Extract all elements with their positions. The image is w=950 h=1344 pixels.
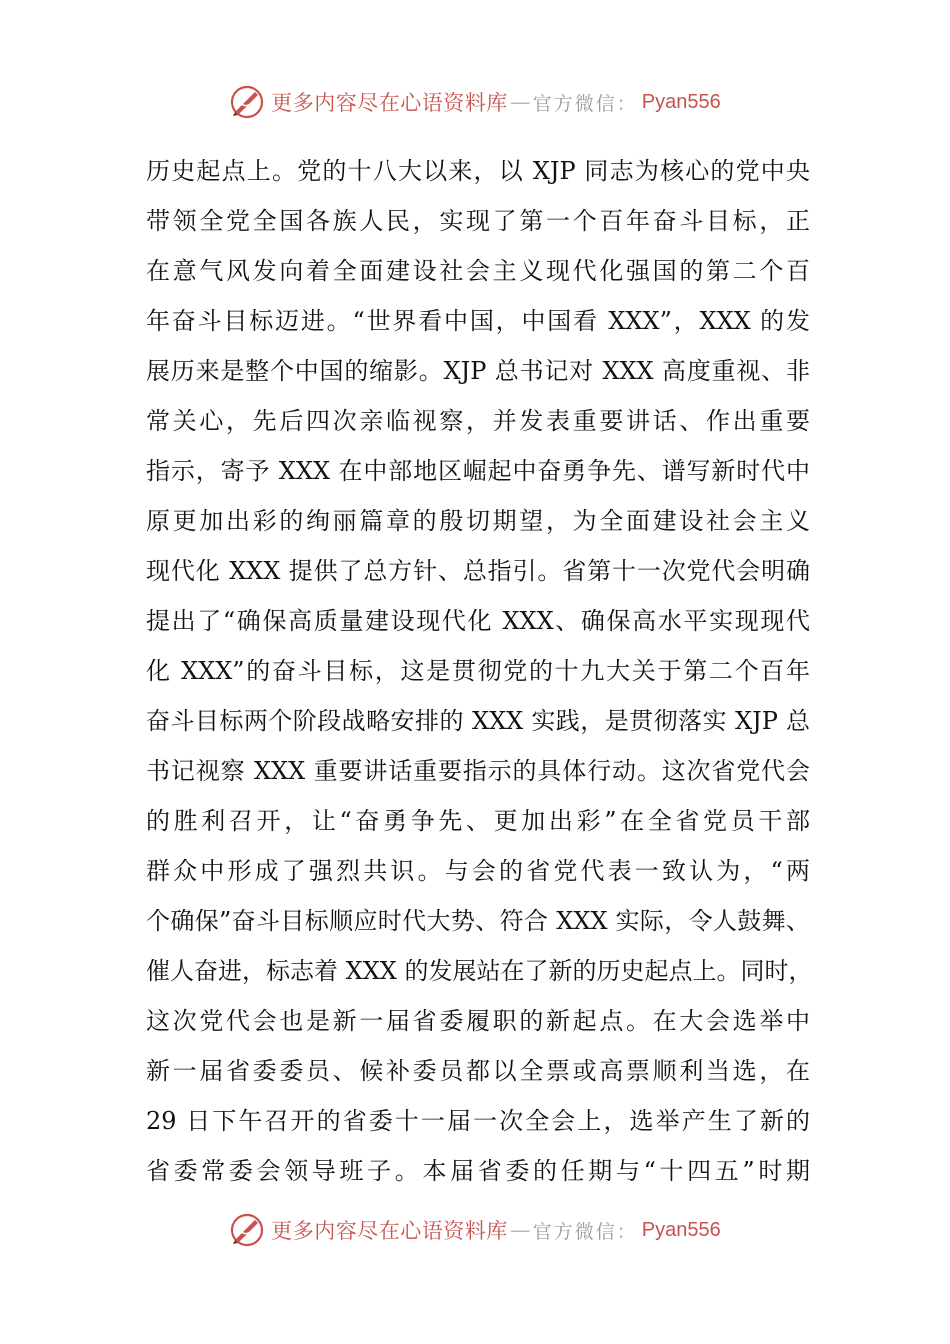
body-line: 历史起点上。党的十八大以来，以 XJP 同志为核心的党中央 xyxy=(146,157,810,185)
footer-banner xyxy=(0,1208,950,1252)
body-line: 指示，寄予 XXX 在中部地区崛起中奋勇争先、谱写新时代中 xyxy=(146,457,810,485)
footer-wechat-label: 官方微信： xyxy=(532,1220,638,1243)
pen-logo-icon xyxy=(229,84,265,120)
body-line: 群众中形成了强烈共识。与会的省党代表一致认为，“两 xyxy=(146,857,810,885)
header-wechat-id: Pyan556 xyxy=(641,90,721,113)
header-banner xyxy=(0,80,950,124)
body-line: 这次党代会也是新一届省委履职的新起点。在大会选举中 xyxy=(146,1007,810,1035)
header-brand-text: 更多内容尽在心语资料库 xyxy=(271,91,508,115)
footer-wechat-id: Pyan556 xyxy=(641,1218,721,1241)
body-line: 的胜利召开，让“奋勇争先、更加出彩”在全省党员干部 xyxy=(146,807,810,835)
body-line: 奋斗目标两个阶段战略安排的 XXX 实践，是贯彻落实 XJP 总 xyxy=(146,707,810,735)
body-line: 化 XXX”的奋斗目标，这是贯彻党的十九大关于第二个百年 xyxy=(146,657,810,685)
body-line: 提出了“确保高质量建设现代化 XXX、确保高水平实现现代 xyxy=(146,607,810,635)
body-line: 个确保”奋斗目标顺应时代大势、符合 XXX 实际，令人鼓舞、 xyxy=(146,907,810,935)
pen-logo-icon xyxy=(229,1212,265,1248)
body-line: 原更加出彩的绚丽篇章的殷切期望，为全面建设社会主义 xyxy=(146,507,810,535)
body-line: 在意气风发向着全面建设社会主义现代化强国的第二个百 xyxy=(146,257,810,285)
header-dash: — xyxy=(509,90,531,114)
body-line: 省委常委会领导班子。本届省委的任期与“十四五”时期 xyxy=(146,1157,810,1185)
body-line: 现代化 XXX 提供了总方针、总指引。省第十一次党代会明确 xyxy=(146,557,810,585)
body-line: 书记视察 XXX 重要讲话重要指示的具体行动。这次省党代会 xyxy=(146,757,810,785)
body-line: 催人奋进，标志着 XXX 的发展站在了新的历史起点上。同时， xyxy=(146,957,813,985)
body-line: 常关心，先后四次亲临视察，并发表重要讲话、作出重要 xyxy=(146,407,810,435)
body-line: 年奋斗目标迈进。“世界看中国，中国看 XXX”，XXX 的发 xyxy=(146,307,810,335)
body-line: 新一届省委委员、候补委员都以全票或高票顺利当选，在 xyxy=(146,1057,810,1085)
footer-brand-text: 更多内容尽在心语资料库 xyxy=(271,1219,508,1243)
document-body xyxy=(146,146,813,1196)
footer-dash: — xyxy=(509,1218,531,1242)
body-line: 带领全党全国各族人民，实现了第一个百年奋斗目标，正 xyxy=(146,207,810,235)
header-wechat-label: 官方微信： xyxy=(532,92,638,115)
body-line: 展历来是整个中国的缩影。XJP 总书记对 XXX 高度重视、非 xyxy=(146,357,810,385)
body-line: 29 日下午召开的省委十一届一次全会上，选举产生了新的 xyxy=(146,1107,810,1135)
